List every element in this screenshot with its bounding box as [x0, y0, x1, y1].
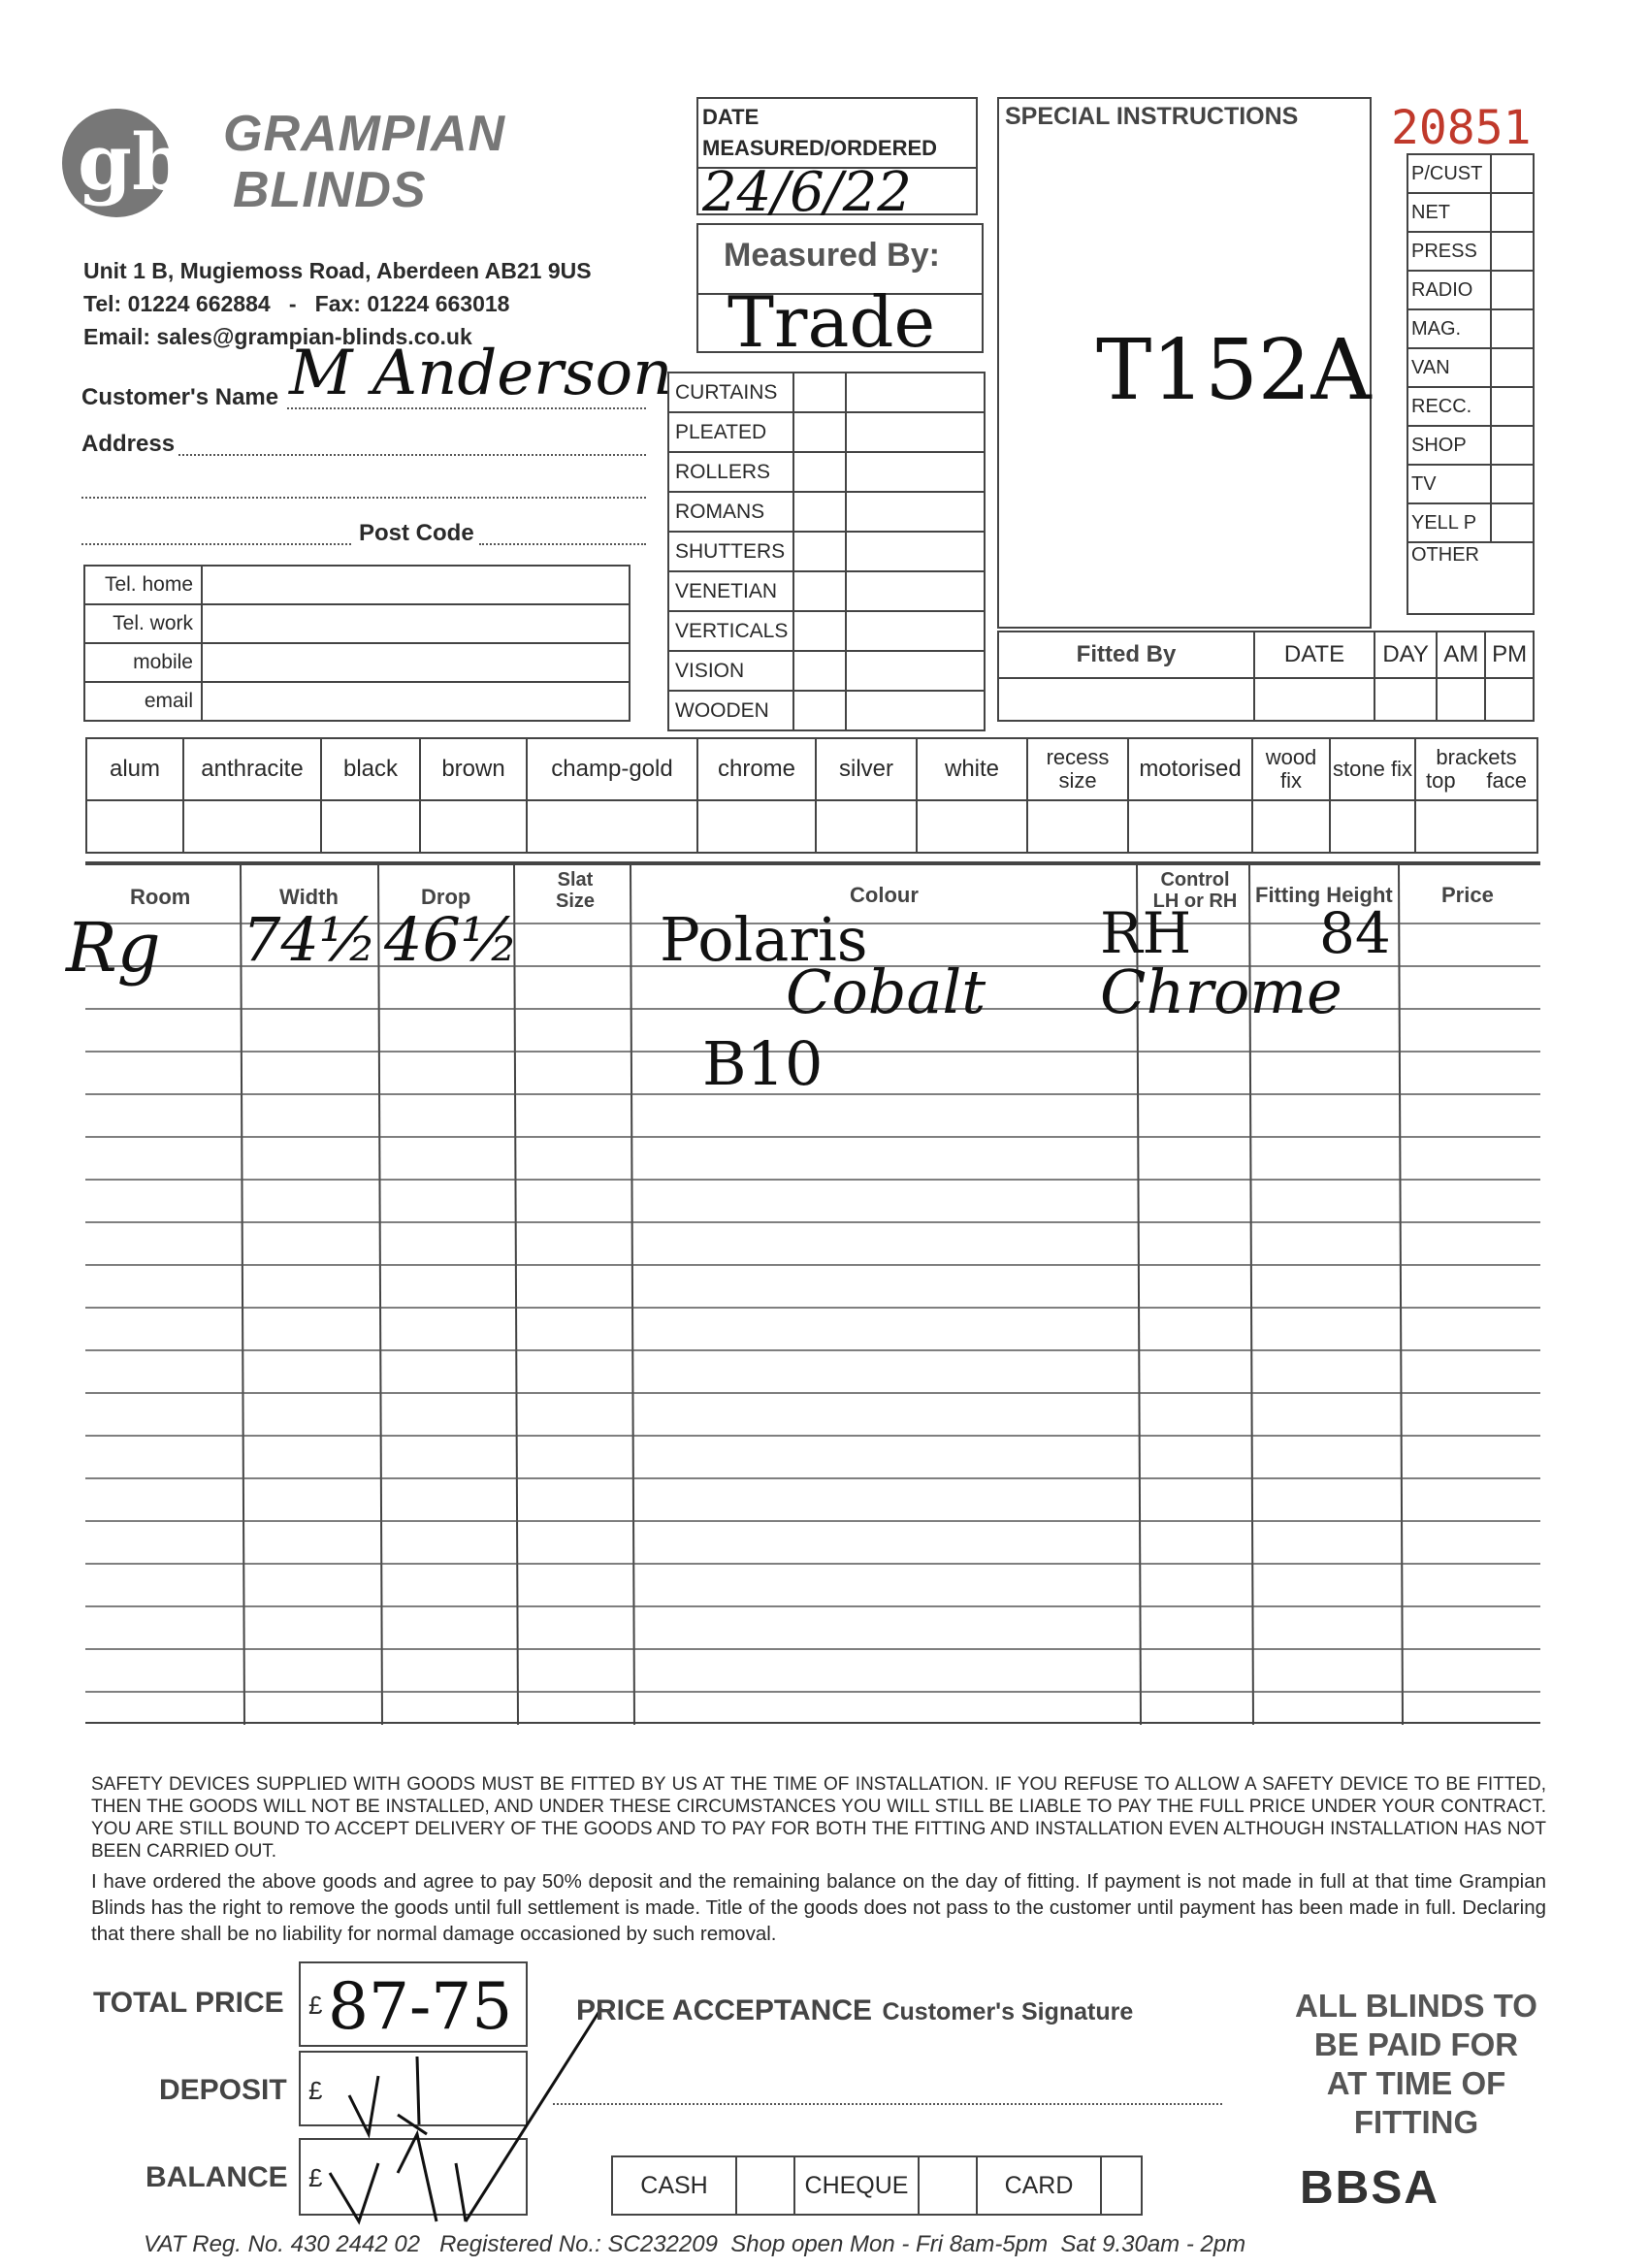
source-check[interactable] — [1491, 503, 1534, 542]
option-field[interactable] — [1415, 800, 1537, 853]
col-drop: Drop — [421, 885, 471, 909]
source-label: TV — [1407, 465, 1491, 503]
payment-card-check[interactable] — [1101, 2156, 1142, 2215]
source-check[interactable] — [1491, 426, 1534, 465]
date-label-1: DATE — [702, 105, 760, 129]
price-acceptance-label: PRICE ACCEPTANCE — [576, 1994, 873, 2026]
source-row — [1407, 193, 1534, 232]
currency-symbol: £ — [308, 2076, 323, 2105]
col-control: Control LH or RH — [1152, 869, 1238, 912]
measured-by-label: Measured By: — [724, 237, 940, 274]
option-champ-gold: champ-gold — [527, 738, 697, 800]
deposit-label: DEPOSIT — [159, 2074, 287, 2106]
source-row — [1407, 465, 1534, 503]
source-label: OTHER — [1407, 542, 1534, 614]
source-check[interactable] — [1491, 154, 1534, 193]
customer-name-label: Customer's Name — [81, 384, 279, 410]
postcode-line-right — [479, 543, 646, 545]
option-field[interactable] — [816, 800, 917, 853]
fitted-by-field[interactable] — [998, 678, 1254, 721]
source-label: RECC. — [1407, 387, 1491, 426]
customer-signature-label: Customer's Signature — [882, 1998, 1134, 2025]
product-label: CURTAINS — [668, 373, 793, 412]
company-logo — [58, 97, 524, 233]
product-cell[interactable] — [846, 532, 985, 571]
option-brackets — [1415, 738, 1537, 800]
options-header-row — [86, 738, 1537, 800]
contact-label: Tel. work — [84, 604, 202, 643]
fitted-pm-field[interactable] — [1485, 678, 1534, 721]
item-control-extra: Chrome — [1100, 956, 1342, 1027]
option-field[interactable] — [1128, 800, 1252, 853]
company-email: Email: sales@grampian-blinds.co.uk — [83, 324, 472, 349]
source-row — [1407, 271, 1534, 309]
item-control: RH — [1100, 900, 1192, 966]
currency-symbol: £ — [308, 2163, 323, 2192]
product-label: ROMANS — [668, 492, 793, 532]
date-value: 24/6/22 — [702, 161, 912, 224]
col-width: Width — [279, 885, 339, 909]
option-field[interactable] — [86, 800, 183, 853]
items-table — [66, 865, 1540, 1725]
col-price: Price — [1441, 883, 1494, 907]
contact-field[interactable] — [202, 682, 630, 721]
signature-scribble — [310, 1979, 621, 2251]
option-alum: alum — [86, 738, 183, 800]
source-row — [1407, 348, 1534, 387]
product-row — [668, 532, 985, 571]
option-brown: brown — [420, 738, 527, 800]
notice-line: BE PAID FOR — [1313, 2026, 1519, 2062]
company-phone: Tel: 01224 662884 - Fax: 01224 663018 — [83, 291, 510, 316]
payment-cash-check[interactable] — [736, 2156, 794, 2215]
product-label: VENETIAN — [668, 571, 793, 611]
source-label: YELL P — [1407, 503, 1491, 542]
contact-field[interactable] — [202, 643, 630, 682]
option-field[interactable] — [697, 800, 816, 853]
logo-letters: gb — [78, 116, 186, 208]
product-check[interactable] — [793, 492, 846, 532]
company-name-line2: BLINDS — [233, 162, 427, 218]
product-cell[interactable] — [846, 412, 985, 452]
source-check[interactable] — [1491, 271, 1534, 309]
source-row — [1407, 503, 1534, 542]
bbsa-logo: BBSA — [1300, 2162, 1440, 2214]
brackets-sub — [1416, 769, 1536, 793]
address-line-2 — [81, 497, 646, 499]
safety-terms: SAFETY DEVICES SUPPLIED WITH GOODS MUST BE FITTED BY US AT THE TIME OF INSTALLATION. IF YOU REFUSE TO ALLOW A SAFETY DEVICE TO BE FITTED, THEN THE GOODS WILL NOT BE INSTALLED, AND UNDER THESE CIRCUMSTANCES YOU WILL STILL BE LIABLE TO PAY THE FULL PRICE UNDER YOUR CONTRACT. YOU ARE STILL BOUND TO ACCEPT DELIVERY OF THE GOODS AND TO PAY FOR BOTH THE FITTING AND INSTALLATION EVEN ALTHOUGH INSTALLATION HAS NOT BEEN CARRIED OUT. — [91, 1774, 1546, 1862]
date-box — [696, 97, 978, 224]
product-row — [668, 571, 985, 611]
product-check[interactable] — [793, 373, 846, 412]
special-instructions-value: T152A — [1096, 322, 1372, 419]
options-value-row — [86, 800, 1537, 853]
measured-by-value: Trade — [728, 281, 936, 363]
signature-line[interactable] — [553, 2103, 1222, 2105]
product-row — [668, 492, 985, 532]
col-fitting-height: Fitting Height — [1255, 883, 1393, 907]
source-check[interactable] — [1491, 232, 1534, 271]
option-field[interactable] — [527, 800, 697, 853]
measured-by-box — [696, 223, 984, 363]
fitted-day-field[interactable] — [1374, 678, 1437, 721]
option-field[interactable] — [183, 800, 321, 853]
product-check[interactable] — [793, 412, 846, 452]
address-line-1 — [178, 454, 646, 456]
option-field[interactable] — [321, 800, 420, 853]
product-cell[interactable] — [846, 492, 985, 532]
source-check[interactable] — [1491, 309, 1534, 348]
fitted-pm-label: PM — [1485, 632, 1534, 678]
options-table — [85, 737, 1538, 854]
product-label: ROLLERS — [668, 452, 793, 492]
total-price-value: 87-75 — [328, 1969, 513, 2044]
source-row — [1407, 154, 1534, 193]
source-row — [1407, 387, 1534, 426]
product-row — [668, 651, 985, 691]
payment-row — [612, 2156, 1142, 2215]
product-cell[interactable] — [846, 691, 985, 730]
item-colour-3: B10 — [702, 1028, 824, 1099]
product-cell[interactable] — [846, 373, 985, 412]
fitted-date-field[interactable] — [1254, 678, 1374, 721]
source-label: PRESS — [1407, 232, 1491, 271]
payment-method-table — [611, 2155, 1143, 2216]
product-cell[interactable] — [846, 452, 985, 492]
order-terms: I have ordered the above goods and agree to pay 50% deposit and the remaining balance on the day of fitting. If payment is not made in full at that time Grampian Blinds has the right to remove the goods until full settlement is made. Title of the goods does not pass to the customer until payment has been made in full. Declaring that there shall be no liability for normal damage occasioned by such removal. — [91, 1870, 1546, 1945]
product-cell[interactable] — [846, 571, 985, 611]
brackets-face: face — [1486, 768, 1527, 793]
fitted-am-field[interactable] — [1437, 678, 1485, 721]
product-type-table — [667, 372, 986, 731]
option-chrome: chrome — [697, 738, 816, 800]
item-room: Rg — [66, 908, 161, 988]
option-field[interactable] — [1252, 800, 1330, 853]
contact-label: mobile — [84, 643, 202, 682]
source-check[interactable] — [1491, 193, 1534, 232]
item-colour-2: Cobalt — [786, 956, 986, 1027]
product-row — [668, 412, 985, 452]
source-label: MAG. — [1407, 309, 1491, 348]
contact-label: email — [84, 682, 202, 721]
contact-field[interactable] — [202, 604, 630, 643]
date-label-2: MEASURED/ORDERED — [702, 136, 938, 160]
option-stone-fix: stone fix — [1330, 738, 1415, 800]
special-instructions-label: SPECIAL INSTRUCTIONS — [1005, 103, 1299, 130]
option-motorised: motorised — [1128, 738, 1252, 800]
product-check[interactable] — [793, 691, 846, 730]
payment-cash-label: CASH — [612, 2156, 736, 2215]
option-anthracite: anthracite — [183, 738, 321, 800]
fitted-by-label: Fitted By — [998, 632, 1254, 678]
product-label: SHUTTERS — [668, 532, 793, 571]
source-check[interactable] — [1491, 348, 1534, 387]
footer-registration: VAT Reg. No. 430 2442 02 Registered No.: SC232209 Shop open Mon - Fri 8am-5pm Sat 9.30am - 2pm — [144, 2231, 1246, 2257]
product-label: PLEATED — [668, 412, 793, 452]
balance-label: BALANCE — [146, 2161, 288, 2193]
payment-cheque-label: CHEQUE — [794, 2156, 919, 2215]
contact-row-home — [84, 566, 630, 604]
total-price-label: TOTAL PRICE — [93, 1987, 284, 2019]
source-label: SHOP — [1407, 426, 1491, 465]
payment-notice — [1271, 1987, 1562, 2142]
option-recess-size: recess size — [1027, 738, 1128, 800]
source-row — [1407, 309, 1534, 348]
contact-label: Tel. home — [84, 566, 202, 604]
payment-cheque-check[interactable] — [919, 2156, 977, 2215]
source-label: P/CUST — [1407, 154, 1491, 193]
source-label: NET — [1407, 193, 1491, 232]
notice-line: FITTING — [1353, 2104, 1479, 2140]
option-field[interactable] — [420, 800, 527, 853]
product-cell[interactable] — [846, 651, 985, 691]
product-label: VISION — [668, 651, 793, 691]
contact-row-mobile — [84, 643, 630, 682]
product-row — [668, 452, 985, 492]
fitted-value-row — [998, 678, 1534, 721]
option-field[interactable] — [1027, 800, 1128, 853]
product-check[interactable] — [793, 532, 846, 571]
postcode-label: Post Code — [359, 520, 474, 546]
item-fitting-height: 84 — [1319, 900, 1391, 966]
source-label: RADIO — [1407, 271, 1491, 309]
source-label: VAN — [1407, 348, 1491, 387]
item-colour-1: Polaris — [660, 904, 868, 975]
product-cell[interactable] — [846, 611, 985, 651]
address-label: Address — [81, 431, 176, 457]
fitted-date-label: DATE — [1254, 632, 1374, 678]
product-label: WOODEN — [668, 691, 793, 730]
notice-line: AT TIME OF — [1326, 2065, 1506, 2101]
customer-name-value: M Anderson — [289, 338, 673, 409]
contact-row-email — [84, 682, 630, 721]
company-name-line1: GRAMPIAN — [223, 106, 506, 162]
order-number: 20851 — [1391, 101, 1532, 155]
brackets-top: top — [1426, 768, 1456, 793]
special-instructions-box — [997, 97, 1372, 629]
col-colour: Colour — [850, 883, 919, 907]
product-check[interactable] — [793, 571, 846, 611]
brackets-label: brackets — [1436, 745, 1517, 769]
product-row — [668, 611, 985, 651]
source-row — [1407, 232, 1534, 271]
option-field[interactable] — [1330, 800, 1415, 853]
product-row — [668, 691, 985, 730]
fitted-header-row — [998, 632, 1534, 678]
col-slat-size: Slat Size — [555, 869, 596, 912]
source-check[interactable] — [1491, 387, 1534, 426]
postcode-line-left — [81, 543, 351, 545]
product-check[interactable] — [793, 611, 846, 651]
item-width: 74½ — [242, 904, 377, 975]
fitted-am-label: AM — [1437, 632, 1485, 678]
source-row — [1407, 542, 1534, 614]
source-table — [1406, 153, 1535, 615]
col-room: Room — [130, 885, 191, 909]
contact-field[interactable] — [202, 566, 630, 604]
fitted-day-label: DAY — [1374, 632, 1437, 678]
product-check[interactable] — [793, 452, 846, 492]
notice-line: ALL BLINDS TO — [1295, 1988, 1537, 2024]
price-acceptance — [576, 1994, 1133, 2027]
payment-card-label: CARD — [977, 2156, 1101, 2215]
contact-table — [83, 565, 630, 722]
currency-symbol: £ — [308, 1991, 323, 2020]
source-row — [1407, 426, 1534, 465]
option-wood-fix: wood fix — [1252, 738, 1330, 800]
fitted-by-table — [997, 631, 1535, 722]
product-row — [668, 373, 985, 412]
option-silver: silver — [816, 738, 917, 800]
logo-mark-icon — [58, 97, 186, 223]
product-check[interactable] — [793, 651, 846, 691]
option-white: white — [917, 738, 1027, 800]
contact-row-work — [84, 604, 630, 643]
option-field[interactable] — [917, 800, 1027, 853]
item-drop: 46½ — [384, 904, 519, 975]
company-address: Unit 1 B, Mugiemoss Road, Aberdeen AB21 9US — [83, 258, 592, 283]
option-black: black — [321, 738, 420, 800]
source-check[interactable] — [1491, 465, 1534, 503]
product-label: VERTICALS — [668, 611, 793, 651]
